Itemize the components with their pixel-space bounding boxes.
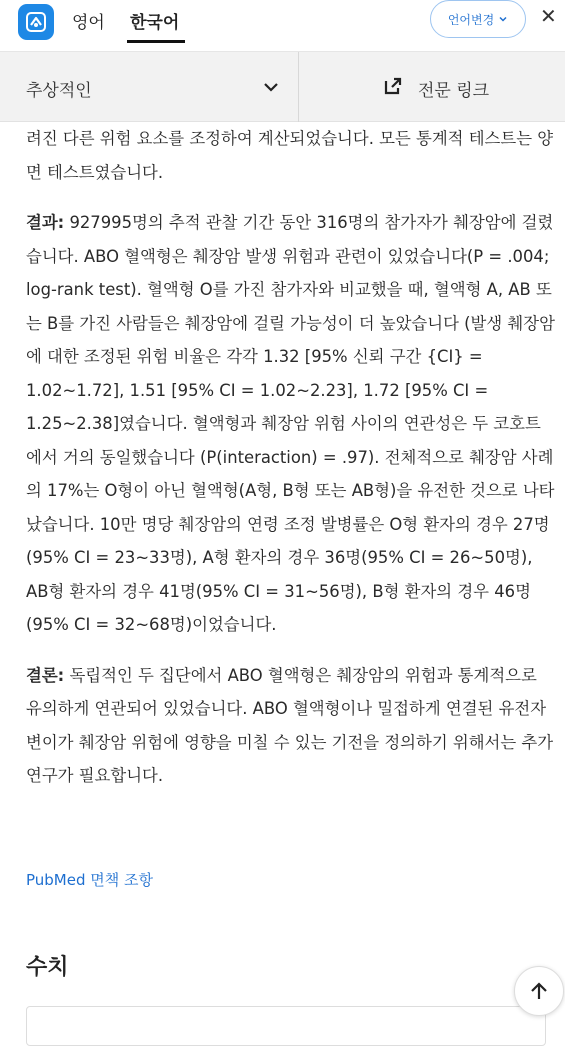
arrow-up-icon bbox=[528, 980, 550, 1002]
change-language-label: 언어변경 bbox=[447, 12, 495, 27]
tab-english[interactable]: 영어 bbox=[72, 13, 105, 33]
tab-korean[interactable]: 한국어 bbox=[130, 13, 180, 33]
chevron-down-icon bbox=[262, 78, 280, 96]
results-text: 927995명의 추적 관찰 기간 동안 316명의 참가자가 췌장암에 걸렸습니다. ABO 혈액형은 췌장암 발생 위험과 관련이 있었습니다(P = .004; log-rank test). 혈액형 O를 가진 참가자와 비교했을 때, 혈액형 A, AB 또는 B를 가진 사람들은 췌장암에 걸릴 가능성이 더 높았습니다 (발생 췌장암에 대한 조정된 위험 비율은 각각 1.32 [95% 신뢰 구간 {CI} = 1.02~1.72], 1.51 [95% CI = 1.02~2.23], 1.72 [95% CI = 1.25~2.38]였습니다. 혈액형과 췌장암 위험 사이의 연관성은 두 코호트에서 거의 동일했습니다 (P(interaction) = .97). 전체적으로 췌장암 사례의 17%는 O형이 아닌 혈액형(A형, B형 또는 AB형)을 유전한 것으로 나타났습니다. 10만 명당 췌장암의 연령 조정 발병률은 O형 환자의 경우 27명(95% CI = 23~33명), A형 환자의 경우 36명(95% CI = 26~50명), AB형 환자의 경우 41명(95% CI = 31~56명), B형 환자의 경우 46명(95% CI = 32~68명)이었습니다. bbox=[26, 213, 555, 634]
conclusion-text: 독립적인 두 집단에서 ABO 혈액형은 췌장암의 위험과 통계적으로 유의하게 연관되어 있었습니다. ABO 혈액형이나 밀접하게 연결된 유전자 변이가 췌장암 위험에 영향을 미칠 수 있는 기전을 정의하기 위해서는 추가 연구가 필요합니다. bbox=[26, 665, 554, 785]
section-dropdown[interactable] bbox=[0, 52, 299, 122]
top-bar bbox=[0, 0, 565, 52]
results-paragraph bbox=[26, 206, 556, 642]
section-dropdown-label: 추상적인 bbox=[26, 81, 92, 101]
external-link-icon bbox=[383, 76, 403, 96]
full-text-link-button[interactable] bbox=[300, 52, 565, 122]
close-icon[interactable]: ✕ bbox=[540, 4, 557, 28]
figures-heading: 수치 bbox=[26, 955, 69, 980]
app-logo-icon[interactable] bbox=[18, 4, 54, 40]
scroll-to-top-button[interactable] bbox=[514, 966, 564, 1016]
results-label: 결과: bbox=[26, 213, 65, 232]
section-bar bbox=[0, 52, 565, 122]
conclusion-paragraph bbox=[26, 659, 556, 793]
conclusion-label: 결론: bbox=[26, 665, 65, 685]
abstract-content bbox=[26, 122, 556, 810]
methods-tail-paragraph: 려진 다른 위험 요소를 조정하여 계산되었습니다. 모든 통계적 테스트는 양면 테스트였습니다. bbox=[26, 129, 554, 182]
change-language-button[interactable] bbox=[430, 0, 526, 38]
pubmed-disclaimer-link[interactable]: PubMed 면책 조항 bbox=[26, 871, 153, 889]
figure-card[interactable] bbox=[26, 1006, 546, 1046]
full-text-link-label: 전문 링크 bbox=[418, 81, 490, 101]
active-tab-indicator bbox=[127, 40, 185, 43]
chevron-down-icon bbox=[498, 14, 508, 24]
